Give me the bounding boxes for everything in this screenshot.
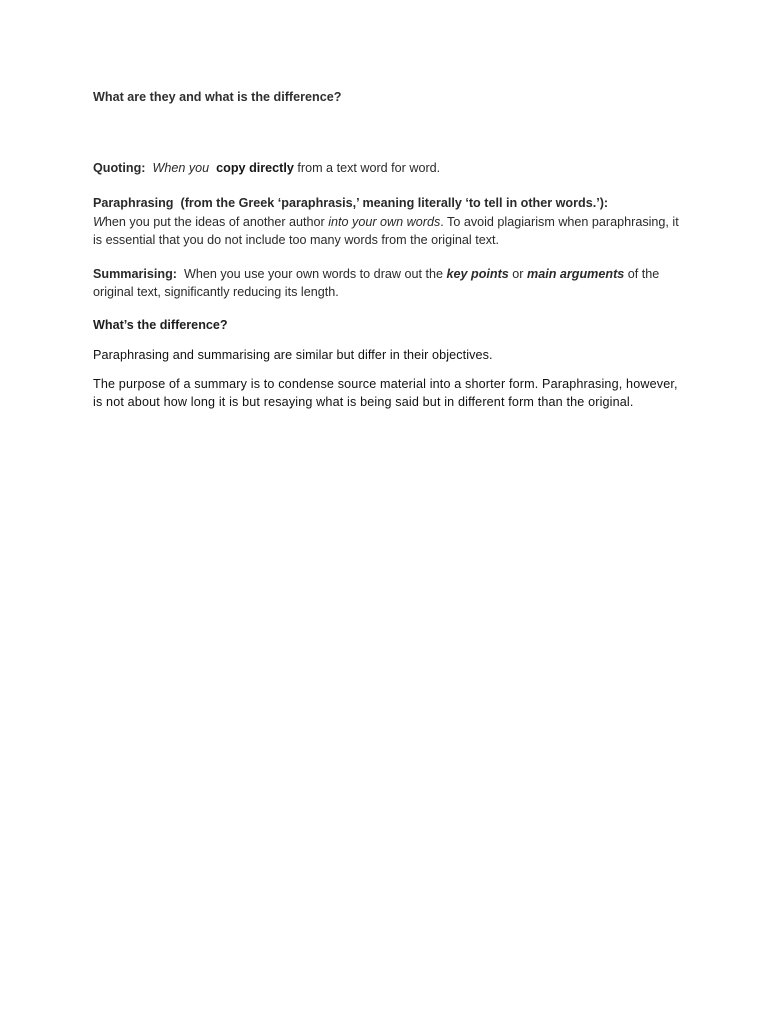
summarising-key-points: key points — [446, 266, 509, 281]
summarising-text-2: of the original text, significantly reducing its length. — [93, 266, 660, 299]
paraphrasing-text-2: . To avoid plagiarism when paraphrasing, it is essential that you do not include too many words from the original text. — [93, 214, 679, 247]
paraphrasing-etymology: (from the Greek ‘paraphrasis,’ meaning literally ‘to tell in other words.’): — [180, 196, 609, 210]
paraphrasing-term: Paraphrasing — [93, 196, 174, 210]
difference-paragraph-1: Paraphrasing and summarising are similar but differ in their objectives. — [93, 348, 493, 362]
summarising-main-arguments: main arguments — [527, 266, 625, 281]
paraphrasing-definition — [93, 194, 683, 250]
document-body — [93, 88, 683, 412]
summarising-or: or — [512, 266, 524, 281]
paraphrasing-text-1: hen you put the ideas of another author — [104, 214, 325, 229]
difference-heading: What’s the difference? — [93, 317, 228, 332]
summarising-text-1: When you use your own words to draw out the — [183, 266, 443, 281]
quoting-definition — [93, 159, 683, 178]
difference-paragraph-2: The purpose of a summary is to condense source material into a shorter form. Paraphrasing, however, is not about how long it is but resaying what is being said but in different form than the original. — [93, 376, 678, 409]
quoting-rest-text: from a text word for word. — [297, 160, 441, 175]
summarising-definition — [93, 265, 683, 302]
paraphrasing-italic-phrase: into your own words — [328, 214, 441, 229]
quoting-italic-text: When you — [152, 160, 210, 175]
page-title: What are they and what is the difference? — [93, 90, 342, 104]
quoting-bold-text: copy directly — [216, 160, 294, 175]
quoting-term: Quoting: — [93, 160, 146, 175]
summarising-term: Summarising: — [93, 266, 177, 281]
paraphrasing-italic-initial: W — [93, 214, 105, 229]
